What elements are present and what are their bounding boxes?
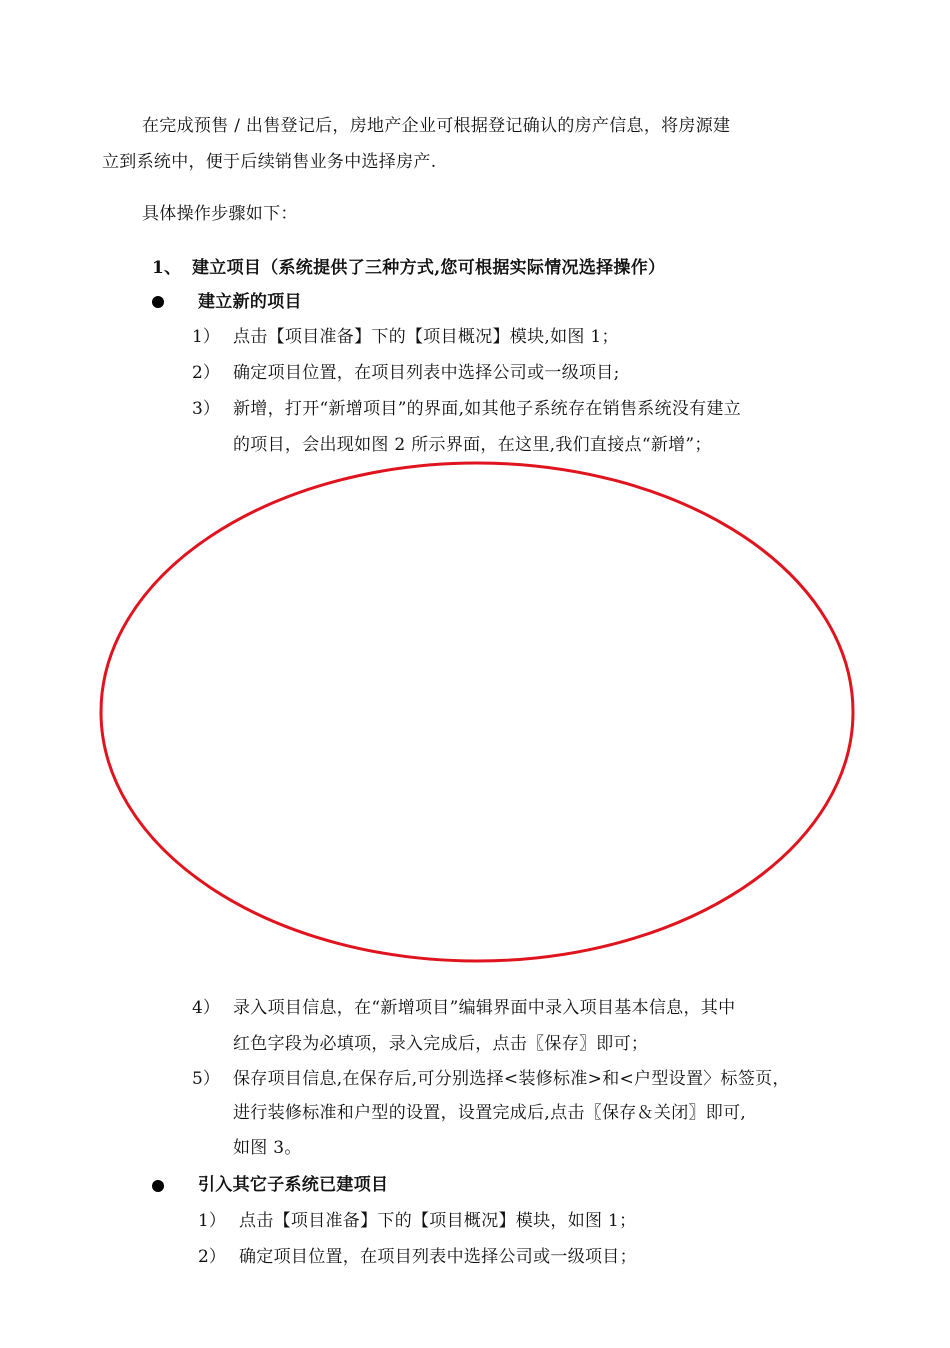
intro-line-2: 立到系统中，便于后续销售业务中选择房产. [102,152,437,172]
step-number: 2） [198,1247,226,1267]
steps-intro: 具体操作步骤如下： [142,204,298,224]
step-text: 保存项目信息,在保存后,可分别选择<装修标准>和<户型设置〉标签页， [233,1069,790,1089]
step-text: 新增，打开“新增项目”的界面,如其他子系统存在销售系统没有建立 [233,399,742,419]
step-text: 的项目，会出现如图 2 所示界面，在这里,我们直接点“新增”； [233,435,712,455]
section-number: 1、 [152,258,182,278]
bullet-title-import-project: 引入其它子系统已建项目 [198,1175,389,1195]
step-text: 进行装修标准和户型的设置，设置完成后,点击〖保存＆关闭〗即可, [233,1103,747,1123]
figure-ellipse [95,455,859,967]
step-text: 点击【项目准备】下的【项目概况】模块，如图 1； [239,1211,637,1231]
bullet-dot-icon [152,1180,164,1192]
step-text: 如图 3。 [233,1138,302,1158]
step-number: 4） [192,998,220,1018]
bullet-title-new-project: 建立新的项目 [198,292,302,312]
step-number: 1） [192,327,220,347]
step-number: 3） [192,399,220,419]
step-number: 5） [192,1069,220,1089]
step-number: 1） [198,1211,226,1231]
bullet-dot-icon [152,296,164,308]
step-text: 红色字段为必填项，录入完成后，点击〖保存〗即可； [233,1034,649,1054]
section-title: 建立项目（系统提供了三种方式,您可根据实际情况选择操作） [192,258,666,278]
step-text: 录入项目信息，在“新增项目”编辑界面中录入项目基本信息，其中 [233,998,736,1018]
step-text: 点击【项目准备】下的【项目概况】模块,如图 1； [233,327,619,347]
step-text: 确定项目位置，在项目列表中选择公司或一级项目; [233,363,620,383]
step-text: 确定项目位置，在项目列表中选择公司或一级项目； [239,1247,637,1267]
step-number: 2） [192,363,220,383]
intro-line-1: 在完成预售 / 出售登记后，房地产企业可根据登记确认的房产信息，将房源建 [142,116,731,136]
